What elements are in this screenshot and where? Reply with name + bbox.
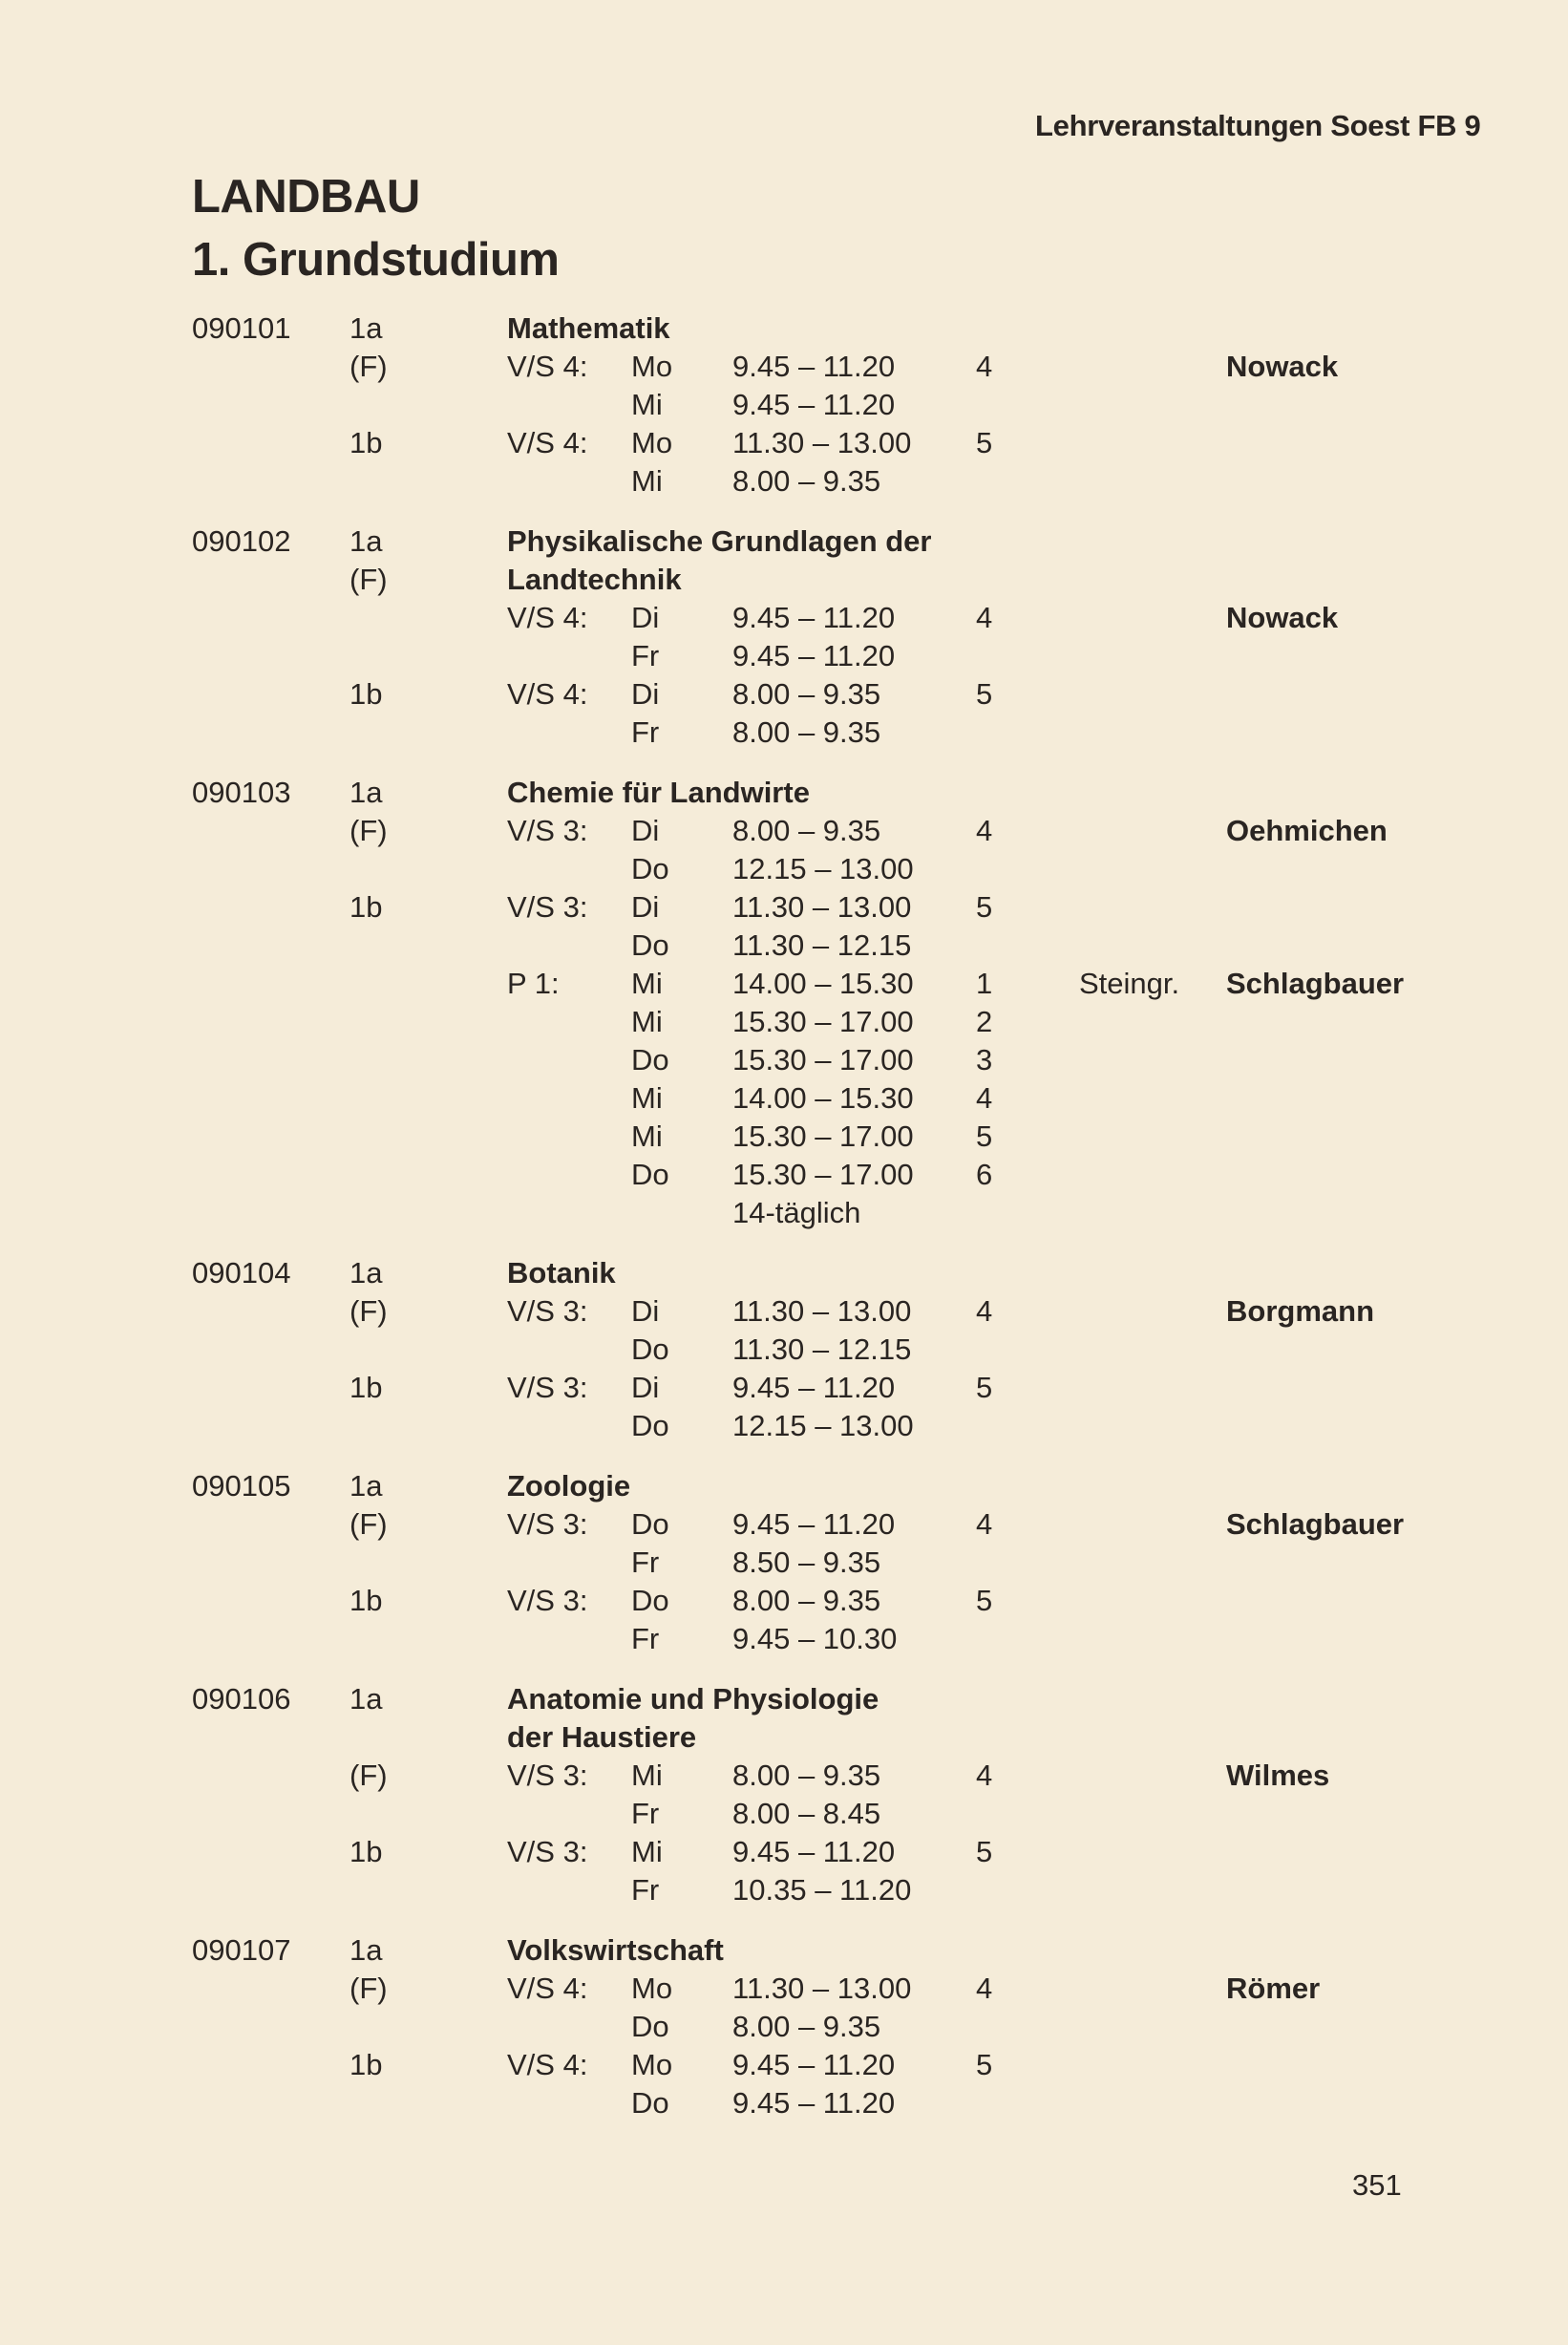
weekday: Mo [631,2048,673,2081]
group-number: 4 [976,350,993,383]
weekday: Mo [631,426,673,459]
session-type: V/S 4: [507,1972,588,2005]
schedule-line [0,1678,1568,1716]
time-range: 8.00 – 9.35 [732,814,881,847]
group-number: 4 [976,814,993,847]
time-range: 9.45 – 11.20 [732,1835,896,1868]
lecturer-name: Oehmichen [1226,814,1388,847]
weekday: Do [631,928,669,962]
time-range: 15.30 – 17.00 [732,1005,914,1038]
time-range: 8.00 – 8.45 [732,1797,881,1830]
session-type: V/S 3: [507,1759,588,1792]
group-label: (F) [350,1507,388,1541]
session-type: V/S 4: [507,601,588,634]
weekday: Mi [631,1835,663,1868]
course-title: Mathematik [507,311,670,345]
time-range: 15.30 – 17.00 [732,1043,914,1077]
schedule-line [0,1929,1568,1968]
schedule-line [0,1831,1568,1869]
schedule-line [0,1329,1568,1367]
course-title: der Haustiere [507,1720,697,1754]
time-range: 11.30 – 12.15 [732,928,912,962]
time-range: 8.00 – 9.35 [732,1759,881,1792]
group-label: (F) [350,1759,388,1792]
time-range: 10.35 – 11.20 [732,1873,912,1907]
course-number: 090103 [192,776,291,809]
course-title: Landtechnik [507,563,682,596]
group-label: 1a [350,1933,383,1967]
weekday: Do [631,1584,669,1617]
weekday: Do [631,852,669,885]
schedule-line [0,810,1568,848]
group-number: 5 [976,2048,993,2081]
time-range: 9.45 – 11.20 [732,388,896,421]
schedule-line [0,1755,1568,1793]
weekday: Di [631,1371,660,1404]
session-type: V/S 3: [507,1584,588,1617]
time-range: 9.45 – 11.20 [732,1507,896,1541]
session-type: V/S 3: [507,1835,588,1868]
time-range: 15.30 – 17.00 [732,1158,914,1191]
lecturer-name: Schlagbauer [1226,1507,1405,1541]
time-range: 11.30 – 13.00 [732,1972,912,2005]
group-number: 4 [976,601,993,634]
session-type: P 1: [507,967,560,1000]
time-range: 11.30 – 12.15 [732,1332,912,1366]
schedule-line [0,635,1568,673]
weekday: Do [631,2010,669,2043]
weekday: Di [631,814,660,847]
weekday: Mi [631,388,663,421]
subsection-title: 1. Grundstudium [192,234,560,286]
time-range: 11.30 – 13.00 [732,1294,912,1328]
group-number: 2 [976,1005,993,1038]
section-title: LANDBAU [192,171,420,223]
schedule-line [0,460,1568,499]
schedule-line [0,1252,1568,1290]
time-range: 9.45 – 11.20 [732,639,896,672]
schedule-line [0,1192,1568,1230]
weekday: Mi [631,1005,663,1038]
group-number: 5 [976,1584,993,1617]
schedule-line [0,1542,1568,1580]
group-number: 5 [976,890,993,924]
schedule-line [0,925,1568,963]
group-label: (F) [350,814,388,847]
course-number: 090105 [192,1469,291,1503]
schedule-line [0,1503,1568,1542]
group-number: 5 [976,677,993,711]
course-title: Zoologie [507,1469,631,1503]
time-range: 11.30 – 13.00 [732,426,912,459]
schedule-line [0,673,1568,712]
schedule-line [0,559,1568,597]
weekday: Di [631,1294,660,1328]
time-range: 9.45 – 10.30 [732,1622,898,1655]
time-range: 15.30 – 17.00 [732,1119,914,1153]
weekday: Mi [631,464,663,498]
time-range: 8.00 – 9.35 [732,1584,881,1617]
weekday: Do [631,2086,669,2120]
lecturer-name: Wilmes [1226,1759,1330,1792]
time-range: 14.00 – 15.30 [732,967,914,1000]
group-number: 6 [976,1158,993,1191]
schedule-line [0,1618,1568,1656]
group-label: (F) [350,1972,388,2005]
schedule-line [0,1077,1568,1116]
weekday: Mi [631,1759,663,1792]
group-label: 1a [350,1469,383,1503]
schedule-line [0,1869,1568,1908]
lecturer-name: Nowack [1226,601,1339,634]
course-title: Physikalische Grundlagen der [507,524,932,558]
session-type: V/S 4: [507,426,588,459]
time-range: 9.45 – 11.20 [732,601,896,634]
course-title: Volkswirtschaft [507,1933,724,1967]
weekday: Fr [631,639,660,672]
schedule-line [0,1367,1568,1405]
weekday: Do [631,1043,669,1077]
session-type: V/S 3: [507,1507,588,1541]
group-label: 1a [350,776,383,809]
weekday: Di [631,890,660,924]
weekday: Do [631,1158,669,1191]
schedule-line [0,1154,1568,1192]
lecturer-name: Borgmann [1226,1294,1374,1328]
schedule-line [0,2082,1568,2121]
schedule-line [0,1001,1568,1039]
course-number: 090101 [192,311,291,345]
schedule-line [0,886,1568,925]
course-entry [0,1465,1568,1656]
group-label: 1b [350,677,383,711]
session-type: V/S 4: [507,2048,588,2081]
schedule-line [0,1290,1568,1329]
location: Steingr. [1079,967,1180,1000]
schedule-line [0,521,1568,559]
group-label: 1a [350,311,383,345]
group-number: 4 [976,1759,993,1792]
group-label: 1a [350,1682,383,1716]
weekday: Fr [631,715,660,749]
time-range: 8.00 – 9.35 [732,2010,881,2043]
group-label: (F) [350,350,388,383]
schedule-line [0,848,1568,886]
group-label: 1a [350,524,383,558]
course-entry [0,521,1568,750]
schedule-note: 14-täglich [732,1196,861,1229]
time-range: 9.45 – 11.20 [732,2086,896,2120]
session-type: V/S 3: [507,890,588,924]
schedule-line [0,1039,1568,1077]
weekday: Mo [631,350,673,383]
schedule-line [0,2044,1568,2082]
course-number: 090107 [192,1933,291,1967]
group-label: 1b [350,890,383,924]
schedule-line [0,1405,1568,1443]
session-type: V/S 3: [507,814,588,847]
schedule-line [0,1716,1568,1755]
course-entry [0,1678,1568,1908]
lecturer-name: Römer [1226,1972,1321,2005]
time-range: 14.00 – 15.30 [732,1081,914,1115]
group-number: 5 [976,426,993,459]
time-range: 9.45 – 11.20 [732,350,896,383]
course-list [0,308,1568,2142]
group-number: 1 [976,967,993,1000]
schedule-line [0,308,1568,346]
schedule-line [0,712,1568,750]
time-range: 9.45 – 11.20 [732,2048,896,2081]
weekday: Mi [631,1119,663,1153]
schedule-line [0,772,1568,810]
schedule-line [0,597,1568,635]
group-label: (F) [350,1294,388,1328]
weekday: Mo [631,1972,673,2005]
weekday: Do [631,1409,669,1442]
course-number: 090104 [192,1256,291,1290]
weekday: Fr [631,1797,660,1830]
schedule-line [0,1968,1568,2006]
course-entry [0,308,1568,499]
session-type: V/S 4: [507,350,588,383]
course-entry [0,1252,1568,1443]
group-label: (F) [350,563,388,596]
weekday: Di [631,677,660,711]
weekday: Do [631,1332,669,1366]
weekday: Mi [631,967,663,1000]
schedule-line [0,384,1568,422]
group-number: 5 [976,1119,993,1153]
group-number: 3 [976,1043,993,1077]
lecturer-name: Nowack [1226,350,1339,383]
weekday: Do [631,1507,669,1541]
session-type: V/S 3: [507,1371,588,1404]
schedule-line [0,346,1568,384]
schedule-line [0,422,1568,460]
course-title: Chemie für Landwirte [507,776,810,809]
session-type: V/S 3: [507,1294,588,1328]
time-range: 8.00 – 9.35 [732,677,881,711]
group-number: 5 [976,1371,993,1404]
course-entry [0,772,1568,1230]
course-entry [0,1929,1568,2121]
weekday: Fr [631,1873,660,1907]
group-number: 4 [976,1294,993,1328]
group-label: 1b [350,426,383,459]
group-label: 1b [350,2048,383,2081]
group-label: 1b [350,1371,383,1404]
group-number: 5 [976,1835,993,1868]
time-range: 8.50 – 9.35 [732,1546,881,1579]
group-number: 4 [976,1972,993,2005]
session-type: V/S 4: [507,677,588,711]
time-range: 12.15 – 13.00 [732,1409,914,1442]
schedule-line [0,1580,1568,1618]
running-header: Lehrveranstaltungen Soest FB 9 [1035,109,1481,142]
time-range: 11.30 – 13.00 [732,890,912,924]
group-label: 1b [350,1835,383,1868]
group-number: 4 [976,1081,993,1115]
course-title: Botanik [507,1256,616,1290]
schedule-line [0,1465,1568,1503]
course-title: Anatomie und Physiologie [507,1682,879,1716]
time-range: 9.45 – 11.20 [732,1371,896,1404]
time-range: 8.00 – 9.35 [732,464,881,498]
schedule-line [0,963,1568,1001]
group-number: 4 [976,1507,993,1541]
schedule-line [0,1793,1568,1831]
weekday: Fr [631,1546,660,1579]
weekday: Di [631,601,660,634]
time-range: 8.00 – 9.35 [732,715,881,749]
group-label: 1a [350,1256,383,1290]
time-range: 12.15 – 13.00 [732,852,914,885]
course-number: 090106 [192,1682,291,1716]
lecturer-name: Schlagbauer [1226,967,1405,1000]
weekday: Fr [631,1622,660,1655]
group-label: 1b [350,1584,383,1617]
schedule-line [0,1116,1568,1154]
schedule-line [0,2006,1568,2044]
page-number: 351 [1352,2168,1402,2202]
course-number: 090102 [192,524,291,558]
weekday: Mi [631,1081,663,1115]
